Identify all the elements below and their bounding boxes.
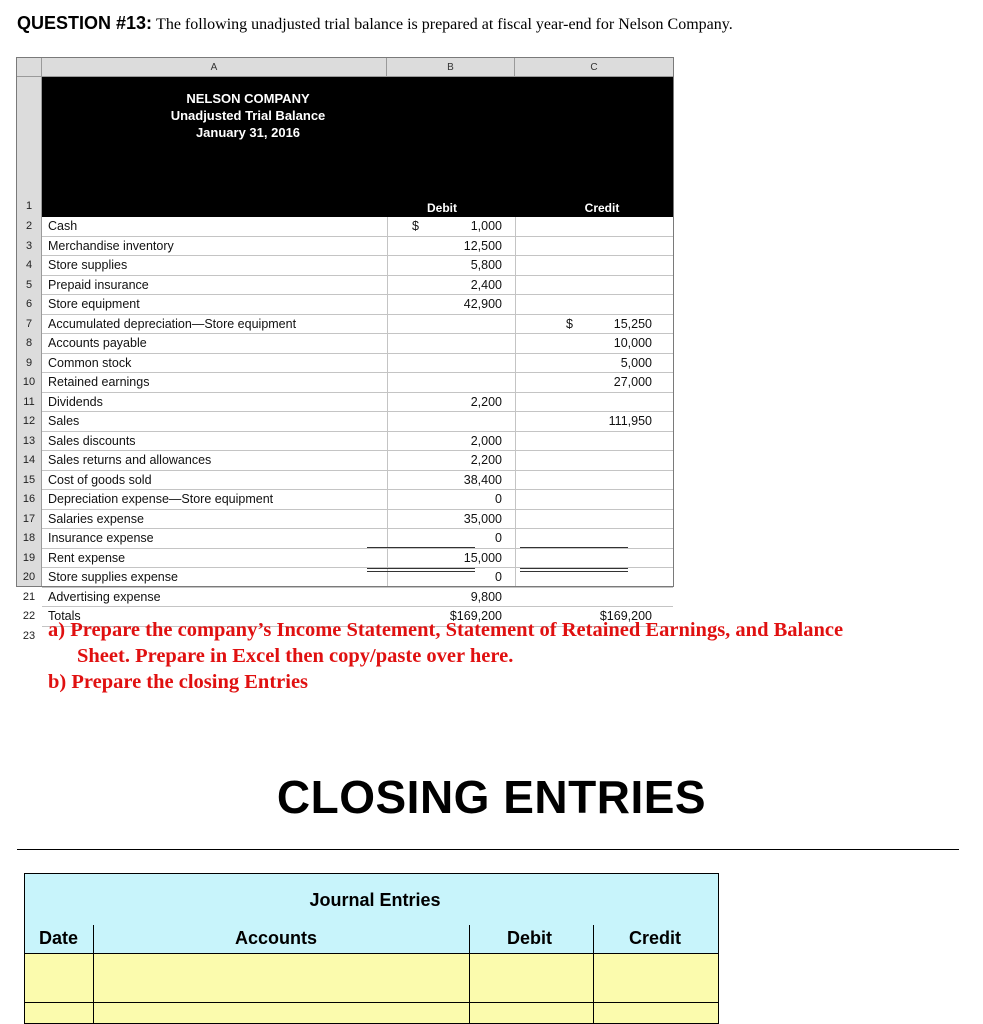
instruction-b: b) Prepare the closing Entries	[48, 671, 309, 693]
account-name: Advertising expense	[48, 589, 161, 604]
trial-balance-row[interactable]	[42, 451, 673, 471]
journal-title: Journal Entries	[309, 890, 441, 910]
trial-balance-row[interactable]	[42, 529, 673, 549]
sheet-corner	[17, 58, 42, 77]
row-number[interactable]: 11	[23, 395, 35, 408]
debit-value: 2,200	[470, 394, 502, 409]
account-name: Prepaid insurance	[48, 277, 149, 292]
question-text: The following unadjusted trial balance is prepared at fiscal year-end for Nelson Company.	[156, 16, 733, 33]
credit-value: 10,000	[613, 336, 652, 350]
row-number[interactable]: 20	[22, 571, 36, 583]
row-number[interactable]: 19	[22, 551, 36, 564]
trial-balance-row[interactable]	[42, 432, 673, 452]
journal-row[interactable]	[25, 1003, 718, 1024]
journal-divider-date	[93, 925, 94, 1023]
row-number[interactable]: 22	[22, 610, 36, 622]
column-header-a[interactable]: A	[42, 58, 387, 77]
account-name: Store supplies expense	[48, 570, 178, 584]
company-name: NELSON COMPANY	[186, 91, 310, 106]
debit-value: 12,500	[463, 238, 502, 253]
credit-value: 5,000	[620, 355, 652, 370]
account-name: Accumulated depreciation—Store equipment	[48, 316, 297, 331]
debit-double-rule-1	[367, 568, 475, 569]
credit-value: $169,200	[599, 609, 652, 623]
row-number[interactable]: 6	[25, 298, 33, 310]
row-number[interactable]: 16	[22, 493, 36, 505]
credit-column-label: Credit	[584, 201, 620, 215]
credit-double-rule-1	[520, 568, 628, 569]
debit-value: 2,000	[470, 433, 502, 448]
account-name: Common stock	[48, 355, 132, 370]
trial-balance-row[interactable]	[42, 510, 673, 530]
instruction-a-line2: Sheet. Prepare in Excel then copy/paste over here.	[77, 645, 514, 667]
credit-value: 15,250	[613, 316, 652, 331]
account-name: Sales discounts	[48, 433, 136, 448]
debit-value: 0	[495, 531, 502, 545]
trial-balance-row[interactable]	[42, 256, 673, 276]
journal-row[interactable]	[25, 978, 718, 1003]
trial-balance-row[interactable]	[42, 276, 673, 296]
row-number[interactable]: 3	[25, 239, 33, 252]
instruction-a-line1: a) Prepare the company’s Income Statement, Statement of Retained Earnings, and Balance	[48, 619, 844, 641]
journal-divider-accounts	[469, 925, 470, 1023]
trial-balance-row[interactable]	[42, 490, 673, 510]
credit-value: 111,950	[608, 414, 652, 428]
trial-balance-row[interactable]	[42, 315, 673, 335]
row-number[interactable]: 9	[25, 356, 33, 369]
row-number[interactable]: 14	[22, 454, 36, 466]
row-number[interactable]: 7	[25, 317, 33, 330]
debit-value: 5,800	[470, 258, 502, 272]
journal-header-credit: Credit	[629, 928, 682, 948]
debit-double-rule-2	[367, 571, 475, 572]
account-name: Cash	[48, 219, 78, 233]
trial-balance-row[interactable]	[42, 412, 673, 432]
journal-header-date: Date	[39, 928, 79, 948]
trial-balance-row[interactable]	[42, 217, 673, 237]
credit-double-rule-2	[520, 571, 628, 572]
account-name: Accounts payable	[48, 336, 147, 350]
row-number[interactable]: 15	[22, 473, 36, 486]
row-number[interactable]: 17	[22, 512, 36, 525]
debit-value: 2,400	[470, 277, 502, 292]
debit-value: 35,000	[463, 511, 502, 526]
row-number[interactable]: 23	[22, 629, 36, 642]
row-number[interactable]: 13	[22, 434, 36, 447]
debit-value: $169,200	[449, 609, 502, 623]
debit-column-label: Debit	[427, 201, 457, 215]
column-header-c[interactable]: C	[515, 58, 673, 77]
account-name: Merchandise inventory	[48, 238, 174, 253]
row-number-column	[17, 77, 42, 586]
account-name: Depreciation expense—Store equipment	[48, 492, 274, 506]
account-name: Insurance expense	[48, 531, 154, 545]
account-name: Salaries expense	[48, 511, 144, 526]
sheet-title-block	[42, 77, 673, 217]
journal-entries-table	[24, 873, 719, 1024]
column-divider-b	[387, 217, 388, 586]
account-name: Totals	[48, 609, 81, 623]
row-number[interactable]: 8	[25, 337, 33, 349]
trial-balance-row[interactable]	[42, 549, 673, 569]
debit-value: 42,900	[463, 297, 502, 311]
row-number[interactable]: 1	[25, 200, 33, 212]
row-number[interactable]: 4	[25, 259, 33, 271]
question-header	[17, 13, 733, 34]
credit-total-rule	[520, 547, 628, 548]
debit-value: 9,800	[470, 589, 502, 604]
account-name: Store supplies	[48, 258, 128, 272]
credit-value: 27,000	[613, 375, 652, 389]
trial-balance-row[interactable]	[42, 334, 673, 354]
trial-balance-row[interactable]	[42, 471, 673, 491]
journal-header-debit: Debit	[507, 928, 552, 948]
trial-balance-row[interactable]	[42, 237, 673, 257]
account-name: Sales	[48, 414, 80, 428]
debit-value: 0	[495, 492, 502, 506]
trial-balance-row[interactable]	[42, 373, 673, 393]
closing-entries-title: CLOSING ENTRIES	[276, 771, 707, 823]
journal-row[interactable]	[25, 953, 718, 979]
row-number[interactable]: 12	[22, 415, 36, 427]
debit-total-rule	[367, 547, 475, 548]
row-number[interactable]: 5	[25, 278, 33, 291]
section-divider	[17, 849, 959, 850]
journal-divider-debit	[593, 925, 594, 1023]
journal-header-accounts: Accounts	[235, 928, 318, 948]
column-divider-c	[515, 217, 516, 586]
trial-balance-row[interactable]	[42, 588, 673, 608]
row-number[interactable]: 2	[25, 220, 33, 232]
row-number[interactable]: 18	[22, 532, 36, 544]
question-label: QUESTION #13:	[17, 13, 153, 33]
account-name: Rent expense	[48, 550, 126, 565]
report-date: January 31, 2016	[195, 125, 301, 140]
account-name: Dividends	[48, 394, 103, 409]
account-name: Retained earnings	[48, 375, 150, 389]
debit-value: 1,000	[470, 219, 502, 233]
account-name: Store equipment	[48, 297, 140, 311]
trial-balance-row[interactable]	[42, 295, 673, 315]
account-name: Cost of goods sold	[48, 472, 152, 487]
account-name: Sales returns and allowances	[48, 453, 212, 467]
row-number[interactable]: 21	[22, 590, 36, 603]
report-title: Unadjusted Trial Balance	[170, 108, 326, 123]
column-header-b[interactable]: B	[387, 58, 515, 77]
dollar-sign: $	[412, 219, 419, 233]
debit-value: 38,400	[463, 472, 502, 487]
dollar-sign: $	[566, 316, 573, 331]
debit-value: 15,000	[463, 550, 502, 565]
trial-balance-row[interactable]	[42, 354, 673, 374]
row-number[interactable]: 10	[22, 376, 36, 388]
trial-balance-row[interactable]	[42, 393, 673, 413]
debit-value: 2,200	[470, 453, 502, 467]
debit-value: 0	[495, 570, 502, 584]
